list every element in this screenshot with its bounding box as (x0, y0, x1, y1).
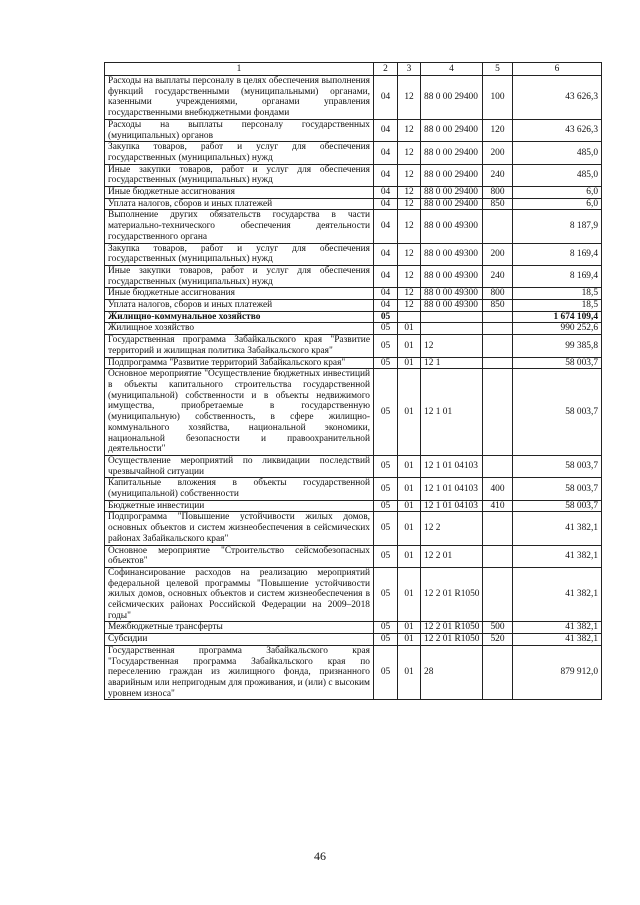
row-name-cell: Бюджетные инвестиции (105, 500, 374, 512)
row-value-cell: 04 (374, 142, 398, 164)
table-row (105, 119, 602, 141)
row-value-cell: 12 1 01 04103 (421, 478, 483, 500)
row-value-cell: 12 2 01 R1050 (421, 567, 483, 622)
row-value-cell: 05 (374, 634, 398, 646)
row-value-cell: 200 (483, 243, 513, 265)
row-value-cell (483, 210, 513, 243)
table-row (105, 164, 602, 186)
row-value-cell: 05 (374, 311, 398, 323)
column-header: 1 (105, 63, 374, 76)
row-value-cell: 12 (398, 210, 421, 243)
row-value-cell: 05 (374, 500, 398, 512)
row-value-cell (483, 335, 513, 357)
row-name-cell: Иные бюджетные ассигнования (105, 187, 374, 199)
row-value-cell: 01 (398, 323, 421, 335)
table-row (105, 311, 602, 323)
row-value-cell: 12 1 01 04103 (421, 455, 483, 477)
row-value-cell: 04 (374, 288, 398, 300)
row-value-cell: 88 0 00 49300 (421, 243, 483, 265)
row-value-cell: 12 (398, 265, 421, 287)
row-value-cell: 12 1 (421, 357, 483, 369)
row-value-cell (483, 455, 513, 477)
row-name-cell: Основное мероприятие "Осуществление бюджетных инвестиций в объекты капитального строительства государственной (муниципальной) собственности и в объекты недвижимого имущества, приобретаемые в государственную (муниципальную) собственность, в сфере жилищно-коммунального хозяйства, национальной экономики, национальной безопасности и правоохранительной деятельности" (105, 369, 374, 456)
row-value-cell: 800 (483, 187, 513, 199)
table-row (105, 335, 602, 357)
row-value-cell: 01 (398, 512, 421, 545)
row-name-cell: Основное мероприятие "Строительство сейсмобезопасных объектов" (105, 545, 374, 567)
row-value-cell: 04 (374, 265, 398, 287)
row-value-cell: 88 0 00 49300 (421, 265, 483, 287)
row-value-cell: 58 003,7 (513, 369, 602, 456)
row-value-cell: 240 (483, 164, 513, 186)
table-row (105, 243, 602, 265)
table-row (105, 478, 602, 500)
row-value-cell: 41 382,1 (513, 545, 602, 567)
row-value-cell: 8 187,9 (513, 210, 602, 243)
row-value-cell: 485,0 (513, 142, 602, 164)
row-value-cell: 43 626,3 (513, 76, 602, 120)
column-header: 5 (483, 63, 513, 76)
row-value-cell: 41 382,1 (513, 512, 602, 545)
row-value-cell: 12 (421, 335, 483, 357)
table-row (105, 645, 602, 700)
row-value-cell: 88 0 00 49300 (421, 300, 483, 312)
row-value-cell: 88 0 00 29400 (421, 119, 483, 141)
row-value-cell: 01 (398, 545, 421, 567)
row-value-cell: 58 003,7 (513, 357, 602, 369)
row-name-cell: Уплата налогов, сборов и иных платежей (105, 300, 374, 312)
row-value-cell: 18,5 (513, 300, 602, 312)
row-value-cell: 12 (398, 288, 421, 300)
row-value-cell: 43 626,3 (513, 119, 602, 141)
row-name-cell: Государственная программа Забайкальского края "Государственная программа Забайкальского края по переселению граждан из жилищного фонда, признанного аварийным или непригодным для проживания, и (или) с высоким уровнем износа" (105, 645, 374, 700)
row-value-cell: 01 (398, 634, 421, 646)
row-value-cell: 28 (421, 645, 483, 700)
table-row (105, 76, 602, 120)
row-value-cell: 12 (398, 243, 421, 265)
row-value-cell: 12 (398, 198, 421, 210)
row-value-cell: 88 0 00 49300 (421, 288, 483, 300)
row-value-cell: 04 (374, 119, 398, 141)
table-row (105, 512, 602, 545)
row-name-cell: Субсидии (105, 634, 374, 646)
row-value-cell: 12 2 01 (421, 545, 483, 567)
row-value-cell: 12 1 01 04103 (421, 500, 483, 512)
row-value-cell: 58 003,7 (513, 478, 602, 500)
row-value-cell: 485,0 (513, 164, 602, 186)
row-value-cell: 01 (398, 357, 421, 369)
row-value-cell: 41 382,1 (513, 567, 602, 622)
table-row (105, 142, 602, 164)
row-name-cell: Иные закупки товаров, работ и услуг для обеспечения государственных (муниципальных) нужд (105, 265, 374, 287)
row-value-cell: 120 (483, 119, 513, 141)
row-value-cell: 58 003,7 (513, 500, 602, 512)
row-value-cell: 05 (374, 545, 398, 567)
table-row (105, 500, 602, 512)
table-row (105, 265, 602, 287)
row-value-cell (483, 357, 513, 369)
row-name-cell: Закупка товаров, работ и услуг для обеспечения государственных (муниципальных) нужд (105, 243, 374, 265)
row-value-cell: 6,0 (513, 187, 602, 199)
row-value-cell: 05 (374, 645, 398, 700)
row-value-cell: 18,5 (513, 288, 602, 300)
row-value-cell (421, 311, 483, 323)
row-value-cell: 88 0 00 29400 (421, 76, 483, 120)
table-row (105, 210, 602, 243)
row-value-cell (483, 311, 513, 323)
row-value-cell (483, 645, 513, 700)
table-row (105, 357, 602, 369)
row-name-cell: Подпрограмма "Повышение устойчивости жилых домов, основных объектов и систем жизнеобеспечения в сейсмических районах Забайкальского края" (105, 512, 374, 545)
row-value-cell: 04 (374, 210, 398, 243)
row-value-cell: 05 (374, 622, 398, 634)
column-header: 4 (421, 63, 483, 76)
row-value-cell: 05 (374, 567, 398, 622)
row-value-cell: 88 0 00 29400 (421, 187, 483, 199)
row-value-cell: 05 (374, 455, 398, 477)
row-value-cell: 01 (398, 335, 421, 357)
row-value-cell (421, 323, 483, 335)
row-name-cell: Софинансирование расходов на реализацию мероприятий федеральной целевой программы "Повышение устойчивости жилых домов, основных объектов и систем жизнеобеспечения в сейсмических районах Российской Федерации на 2009–2018 годы" (105, 567, 374, 622)
table-row (105, 567, 602, 622)
row-name-cell: Расходы на выплаты персоналу государственных (муниципальных) органов (105, 119, 374, 141)
row-value-cell: 12 (398, 142, 421, 164)
row-value-cell: 100 (483, 76, 513, 120)
table-row (105, 545, 602, 567)
table-row (105, 198, 602, 210)
row-value-cell: 05 (374, 478, 398, 500)
row-name-cell: Уплата налогов, сборов и иных платежей (105, 198, 374, 210)
row-value-cell: 01 (398, 645, 421, 700)
row-value-cell: 04 (374, 187, 398, 199)
column-number-row (105, 63, 602, 76)
row-value-cell: 58 003,7 (513, 455, 602, 477)
row-value-cell: 05 (374, 335, 398, 357)
row-value-cell: 41 382,1 (513, 622, 602, 634)
row-value-cell: 88 0 00 29400 (421, 198, 483, 210)
row-value-cell: 04 (374, 198, 398, 210)
row-value-cell (483, 545, 513, 567)
row-value-cell: 12 1 01 (421, 369, 483, 456)
row-value-cell: 12 2 01 R1050 (421, 622, 483, 634)
row-value-cell: 04 (374, 76, 398, 120)
row-name-cell: Иные закупки товаров, работ и услуг для обеспечения государственных (муниципальных) нужд (105, 164, 374, 186)
row-name-cell: Жилищно-коммунальное хозяйство (105, 311, 374, 323)
row-value-cell: 500 (483, 622, 513, 634)
row-value-cell: 05 (374, 512, 398, 545)
row-value-cell: 01 (398, 369, 421, 456)
row-value-cell (483, 369, 513, 456)
row-value-cell: 05 (374, 323, 398, 335)
row-value-cell: 200 (483, 142, 513, 164)
row-value-cell (483, 567, 513, 622)
row-value-cell: 410 (483, 500, 513, 512)
row-name-cell: Межбюджетные трансферты (105, 622, 374, 634)
row-value-cell: 8 169,4 (513, 265, 602, 287)
table-row (105, 288, 602, 300)
row-value-cell: 850 (483, 198, 513, 210)
row-value-cell: 8 169,4 (513, 243, 602, 265)
row-value-cell: 6,0 (513, 198, 602, 210)
row-name-cell: Государственная программа Забайкальского края "Развитие территорий и жилищная политика Забайкальского края" (105, 335, 374, 357)
row-value-cell: 12 2 01 R1050 (421, 634, 483, 646)
row-value-cell: 990 252,6 (513, 323, 602, 335)
table-row (105, 300, 602, 312)
row-name-cell: Капитальные вложения в объекты государственной (муниципальной) собственности (105, 478, 374, 500)
table-row (105, 455, 602, 477)
row-value-cell: 01 (398, 500, 421, 512)
row-value-cell: 05 (374, 369, 398, 456)
table-row (105, 369, 602, 456)
row-value-cell: 12 (398, 164, 421, 186)
budget-table (104, 62, 602, 700)
row-value-cell: 12 (398, 300, 421, 312)
row-value-cell: 240 (483, 265, 513, 287)
row-value-cell: 01 (398, 455, 421, 477)
row-value-cell: 04 (374, 243, 398, 265)
row-name-cell: Осуществление мероприятий по ликвидации последствий чрезвычайной ситуации (105, 455, 374, 477)
table-row (105, 634, 602, 646)
row-value-cell: 99 385,8 (513, 335, 602, 357)
row-value-cell: 41 382,1 (513, 634, 602, 646)
row-value-cell: 01 (398, 622, 421, 634)
row-value-cell: 400 (483, 478, 513, 500)
row-name-cell: Выполнение других обязательств государства в части материально-технического обеспечения деятельности государственного органа (105, 210, 374, 243)
row-value-cell: 12 2 (421, 512, 483, 545)
row-value-cell: 88 0 00 29400 (421, 142, 483, 164)
row-value-cell: 04 (374, 164, 398, 186)
row-value-cell: 1 674 109,4 (513, 311, 602, 323)
table-row (105, 323, 602, 335)
row-value-cell (398, 311, 421, 323)
row-name-cell: Жилищное хозяйство (105, 323, 374, 335)
row-value-cell: 05 (374, 357, 398, 369)
row-value-cell: 850 (483, 300, 513, 312)
page-number: 46 (314, 849, 326, 863)
column-header: 3 (398, 63, 421, 76)
row-value-cell: 01 (398, 478, 421, 500)
row-name-cell: Закупка товаров, работ и услуг для обеспечения государственных (муниципальных) нужд (105, 142, 374, 164)
table-row (105, 622, 602, 634)
column-header: 6 (513, 63, 602, 76)
column-header: 2 (374, 63, 398, 76)
row-value-cell: 800 (483, 288, 513, 300)
row-value-cell: 04 (374, 300, 398, 312)
row-name-cell: Иные бюджетные ассигнования (105, 288, 374, 300)
row-value-cell: 12 (398, 119, 421, 141)
row-value-cell: 12 (398, 187, 421, 199)
row-value-cell: 88 0 00 49300 (421, 210, 483, 243)
row-value-cell: 01 (398, 567, 421, 622)
row-name-cell: Подпрограмма "Развитие территорий Забайкальского края" (105, 357, 374, 369)
table-row (105, 187, 602, 199)
row-value-cell (483, 512, 513, 545)
row-value-cell: 879 912,0 (513, 645, 602, 700)
row-value-cell: 88 0 00 29400 (421, 164, 483, 186)
row-value-cell: 12 (398, 76, 421, 120)
row-name-cell: Расходы на выплаты персоналу в целях обеспечения выполнения функций государственными (муниципальными) органами, казенными учреждениями, органами управления государственными внебюджетными фондами (105, 76, 374, 120)
row-value-cell (483, 323, 513, 335)
row-value-cell: 520 (483, 634, 513, 646)
